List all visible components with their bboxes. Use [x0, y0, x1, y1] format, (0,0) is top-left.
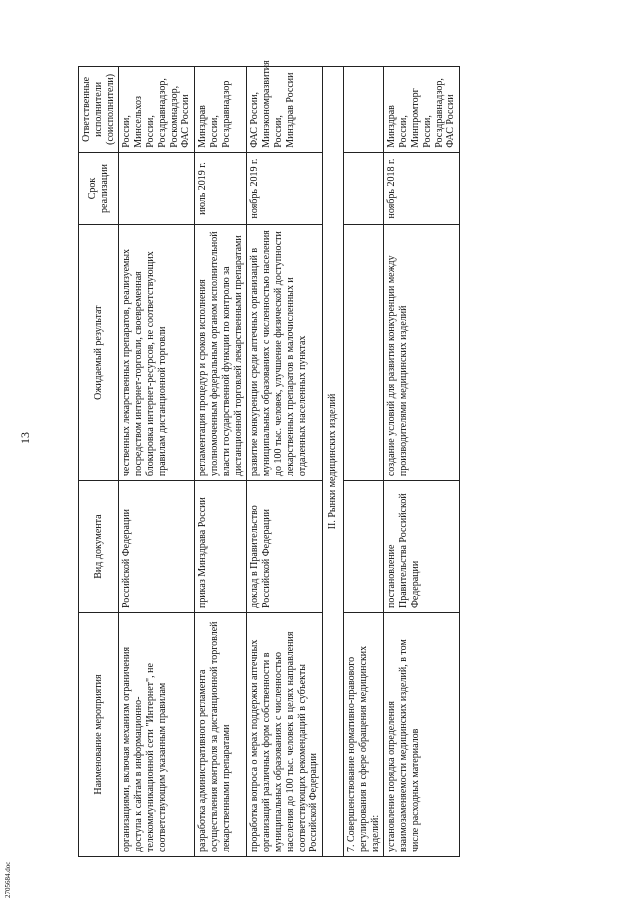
cell-name: организациями, включая механизм ограничения доступа к сайтам в информационно-телекоммуникационной сети "Интернет", не соответствующим указанным правилам [119, 613, 195, 857]
item-title-row [343, 67, 383, 857]
cell-result: регламентация процедур и сроков исполнения уполномоченным федеральным органом исполнительной власти государственной функции по контролю за дистанционной торговлей лекарственными препаратами [195, 225, 247, 481]
cell-result: создание условий для развития конкуренции между производителями медицинских изделий [384, 225, 460, 481]
cell-doc: доклад в Правительство Российской Федерации [247, 481, 323, 613]
header-name: Наименование мероприятия [79, 613, 119, 857]
cell-result: чественных лекарственных препаратов, реализуемых посредством интернет-торговли, своевременная блокировка интернет-ресурсов, не соответствующих правилам дистанционной торговли [119, 225, 195, 481]
header-doc-type: Вид документа [79, 481, 119, 613]
header-responsible: Ответственные исполнители (соисполнители) [79, 67, 119, 153]
cell-resp: России, Минсельхоз России, Росздравнадзор, Роскомнадзор, ФАС России [119, 67, 195, 153]
cell-term [119, 152, 195, 225]
cell-name: установление порядка определения взаимозаменяемости медицинских изделий, в том числе расходных материалов [384, 613, 460, 857]
page-number: 13 [18, 432, 32, 444]
cell-resp: Минздрав России, Росздравнадзор [195, 67, 247, 153]
cell-resp: Минздрав России, Минпромторг России, Росздравнадзор, ФАС России [384, 67, 460, 153]
cell-term: июль 2019 г. [195, 152, 247, 225]
table-row [119, 67, 195, 857]
cell-name: проработка вопроса о мерах поддержки аптечных организаций различных форм собственности в муниципальных образованиях с численностью населения до 100 тыс. человек в целях направления соответствующих рекомендаций в субъекты Российской Федерации [247, 613, 323, 857]
footer-filename: 2705684.doc [4, 861, 12, 898]
table-row [384, 67, 460, 857]
table-row [195, 67, 247, 857]
table-header-row [79, 67, 119, 857]
cell-name: разработка административного регламента осуществления контроля за дистанционной торговлей лекарственными препаратами [195, 613, 247, 857]
header-expected-result: Ожидаемый результат [79, 225, 119, 481]
measures-table [78, 60, 460, 857]
cell-term: ноябрь 2018 г. [384, 152, 460, 225]
section-header-row [323, 67, 344, 857]
cell-result: развитие конкуренции среди аптечных организаций в муниципальных образованиях с численностью населения до 100 тыс. человек, улучшение физической доступности лекарственных препаратов в малочисленных и отдаленных населенных пунктах [247, 225, 323, 481]
item7-title: 7. Совершенствование нормативно-правового регулирования в сфере обращения медицинских изделий: [343, 613, 383, 857]
cell-doc: постановление Правительства Российской Федерации [384, 481, 460, 613]
table-row [247, 67, 323, 857]
cell-resp: ФАС России, Минэкономразвития России, Минздрав России [247, 67, 323, 153]
header-deadline: Срок реализации [79, 152, 119, 225]
cell-term: ноябрь 2019 г. [247, 152, 323, 225]
section-title: II. Рынки медицинских изделий [323, 67, 344, 857]
cell-doc: приказ Минздрава России [195, 481, 247, 613]
rotated-page-content [78, 60, 604, 857]
cell-doc: Российской Федерации [119, 481, 195, 613]
